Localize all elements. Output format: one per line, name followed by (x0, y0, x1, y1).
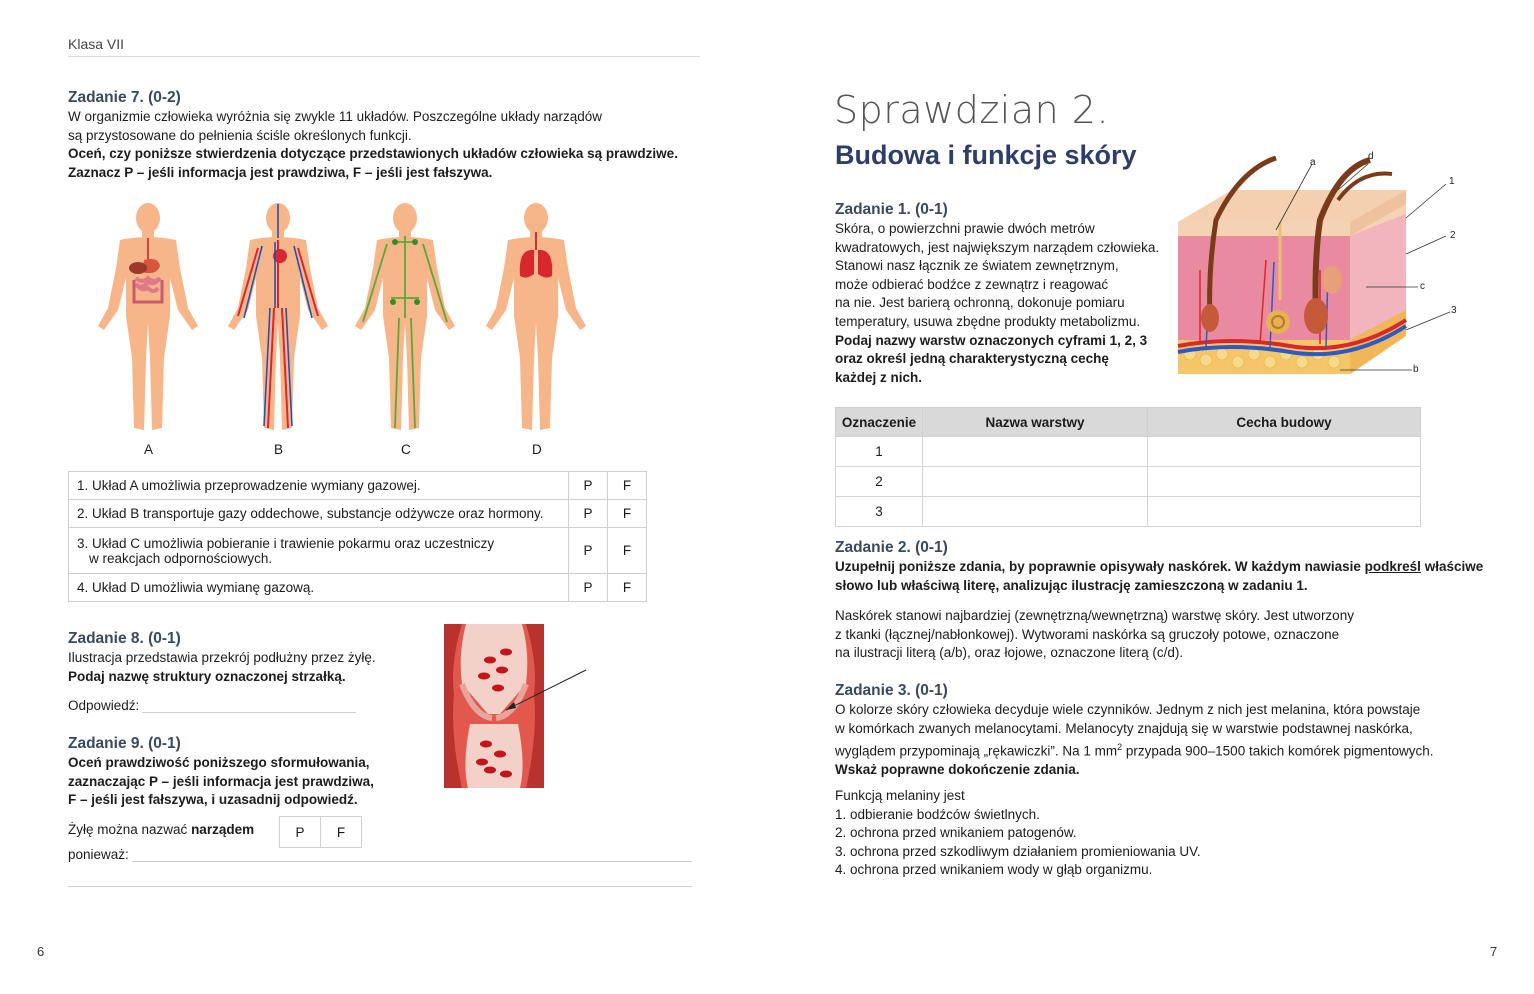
col-header: Nazwa warstwy (923, 408, 1148, 437)
answer-cell[interactable] (1148, 497, 1421, 527)
answer-cell[interactable] (923, 437, 1148, 467)
statement: 1. Układ A umożliwia przeprowadzenie wymiany gazowej. (69, 472, 569, 500)
task9-title: Zadanie 9. (0-1) (68, 735, 181, 752)
figure-c-lymphatic (355, 203, 455, 430)
task3-line1: O kolorze skóry człowieka decyduje wiele czynników. Jednym z nich jest melanina, która powstaje (835, 702, 1421, 717)
task1-line: kwadratowych, jest największym narządem człowieka. (835, 239, 1160, 255)
body-systems-figure (90, 198, 610, 438)
answer-cell[interactable] (923, 497, 1148, 527)
line-text: przypada 900–1500 takich komórek pigmentowych. (1122, 743, 1434, 759)
task7-instr2: Zaznacz P – jeśli informacja jest prawdziwa, F – jeśli jest fałszywa. (68, 164, 493, 180)
task2-instructions (835, 558, 1495, 595)
task1-line: Skóra, o powierzchni prawie dwóch metrów (835, 221, 1095, 236)
table-row (836, 437, 1421, 467)
header-divider (68, 56, 700, 57)
true-option[interactable]: P (569, 574, 608, 602)
table-row (69, 574, 647, 602)
task3-line3 (835, 738, 1515, 761)
statement: 4. Układ D umożliwia wymianę gazową. (69, 574, 569, 602)
false-option[interactable]: F (608, 528, 647, 574)
false-option[interactable]: F (608, 574, 647, 602)
task3-stem: Funkcją melaniny jest (835, 788, 965, 803)
task3-line2: w komórkach zwanych melanocytami. Melanocyty znajdują się w warstwie podstawnej naskórka, (835, 720, 1413, 736)
answer-cell[interactable] (1148, 467, 1421, 497)
task9-statement (68, 822, 254, 837)
task7-table (68, 471, 647, 602)
table-row (836, 497, 1421, 527)
task9-instr2: zaznaczając P – jeśli informacja jest prawdziwa, (68, 773, 374, 789)
page-header: Klasa VII (68, 36, 125, 52)
false-option[interactable]: F (321, 817, 362, 848)
figure-d-respiratory (486, 203, 586, 430)
task1-line: może odbierać bodźce z zewnątrz i reagować (835, 276, 1109, 292)
because-label: ponieważ: (68, 847, 129, 862)
task7-line2: są przystosowane do pełnienia ściśle określonych funkcji. (68, 127, 412, 143)
task8-text (68, 649, 376, 686)
task1-line: na nie. Jest barierą ochronną, dokonuje pomiaru (835, 295, 1125, 311)
statement (69, 528, 569, 574)
figure-label-c: C (401, 442, 411, 457)
figure-a-digestive (98, 203, 198, 430)
task9-instructions (68, 754, 374, 810)
table-row (69, 500, 647, 528)
table-row (69, 528, 647, 574)
task1-table (835, 407, 1421, 527)
diagram-label-1: 1 (1449, 176, 1455, 187)
task7-text (68, 108, 708, 182)
line-text: wyglądem przypominają „rękawiczki”. Na 1 mm (835, 743, 1118, 759)
instr-text: właściwe (1420, 559, 1484, 574)
because-line-2[interactable] (68, 886, 692, 887)
diagram-label-a: a (1310, 157, 1316, 168)
true-option[interactable]: P (569, 500, 608, 528)
figure-b-circulatory (228, 203, 328, 430)
task7-title: Zadanie 7. (0-2) (68, 89, 181, 106)
option-4[interactable]: 4. ochrona przed wnikaniem wody w głąb organizmu. (835, 862, 1153, 878)
false-option[interactable]: F (608, 472, 647, 500)
task1-instr: oraz określ jedną charakterystyczną cechę (835, 351, 1109, 367)
row-label: 2 (836, 467, 923, 497)
row-label: 3 (836, 497, 923, 527)
option-3[interactable]: 3. ochrona przed szkodliwym działaniem promieniowania UV. (835, 843, 1201, 859)
task2-instr2: słowo lub właściwą literę, analizując ilustrację zamieszczoną w zadaniu 1. (835, 577, 1308, 593)
task1-line: Stanowi nasz łącznik ze światem zewnętrznym, (835, 258, 1119, 274)
task9-instr1: Oceń prawdziwość poniższego sformułowania, (68, 755, 370, 770)
col-header: Cecha budowy (1148, 408, 1421, 437)
task3-instr: Wskaż poprawne dokończenie zdania. (835, 762, 1080, 778)
task8-title: Zadanie 8. (0-1) (68, 630, 181, 647)
because-line[interactable] (132, 861, 692, 862)
skin-diagram (1170, 150, 1470, 382)
task2-line: Naskórek stanowi najbardziej (zewnętrzną/wewnętrzną) warstwę skóry. Jest utworzony (835, 608, 1354, 623)
true-option[interactable]: P (280, 817, 321, 848)
task8-instr: Podaj nazwę struktury oznaczonej strzałką. (68, 668, 346, 684)
task8-line1: Ilustracja przedstawia przekrój podłużny przez żyłę. (68, 650, 376, 665)
task2-line: z tkanki (łącznej/nabłonkowej). Wytworami naskórka są gruczoły potowe, oznaczone (835, 626, 1340, 642)
answer-cell[interactable] (1148, 437, 1421, 467)
task3-options (835, 787, 1201, 880)
row-label: 1 (836, 437, 923, 467)
vein-illustration (440, 624, 590, 788)
diagram-label-c: c (1420, 281, 1425, 292)
task2-text (835, 607, 1354, 663)
diagram-label-2: 2 (1450, 230, 1456, 241)
task2-instr1 (835, 558, 1495, 577)
task3-text (835, 701, 1515, 780)
true-option[interactable]: P (569, 528, 608, 574)
superscript: 2 (1117, 742, 1123, 753)
task1-instr: każdej z nich. (835, 369, 923, 385)
option-1[interactable]: 1. odbieranie bodźców świetlnych. (835, 806, 1040, 822)
task9-instr3: F – jeśli jest fałszywa, i uzasadnij odpowiedź. (68, 792, 358, 808)
table-row (836, 467, 1421, 497)
statement-line2: w reakcjach odpornościowych. (89, 550, 273, 566)
diagram-label-3: 3 (1451, 305, 1457, 316)
figure-label-b: B (274, 442, 284, 457)
statement-prefix: Żyłę można nazwać (68, 822, 192, 837)
col-header: Oznaczenie (836, 408, 923, 437)
task1-title: Zadanie 1. (0-1) (835, 201, 948, 218)
true-option[interactable]: P (569, 472, 608, 500)
task3-title: Zadanie 3. (0-1) (835, 682, 948, 699)
task2-line: na ilustracji literą (a/b), oraz łojowe, oznaczone literą (c/d). (835, 645, 1184, 661)
diagram-label-b: b (1413, 364, 1419, 375)
answer-line[interactable] (142, 712, 356, 713)
instr-underlined: podkreśl (1364, 559, 1421, 574)
table-row (69, 472, 647, 500)
instr-text: Uzupełnij poniższe zdania, by poprawnie opisywały naskórek. W każdym nawiasie (835, 559, 1365, 574)
task7-instr1: Oceń, czy poniższe stwierdzenia dotyczące przedstawionych układów człowieka są prawdziwe. (68, 146, 678, 162)
statement-bold: narządem (191, 822, 255, 837)
task1-instr: Podaj nazwy warstw oznaczonych cyframi 1, 2, 3 (835, 332, 1148, 348)
task2-title: Zadanie 2. (0-1) (835, 539, 948, 556)
task7-line1: W organizmie człowieka wyróżnia się zwykle 11 układów. Poszczególne układy narządów (68, 109, 602, 124)
page-number-right: 7 (1490, 944, 1498, 959)
false-option[interactable]: F (608, 500, 647, 528)
diagram-label-d: d (1368, 151, 1374, 162)
test-title: Sprawdzian 2. (834, 88, 1110, 132)
test-subtitle: Budowa i funkcje skóry (835, 140, 1137, 170)
statement-line1: 3. Układ C umożliwia pobieranie i trawienie pokarmu oraz uczestniczy (77, 535, 495, 551)
task1-line: temperatury, usuwa zbędne produkty metabolizmu. (835, 313, 1141, 329)
figure-label-d: D (532, 442, 542, 457)
answer-label: Odpowiedź: (68, 698, 140, 713)
statement: 2. Układ B transportuje gazy oddechowe, substancje odżywcze oraz hormony. (69, 500, 569, 528)
task9-pf-box (279, 816, 362, 848)
page-number-left: 6 (37, 944, 45, 959)
task1-text (835, 220, 1159, 387)
figure-label-a: A (144, 442, 154, 457)
answer-cell[interactable] (923, 467, 1148, 497)
option-2[interactable]: 2. ochrona przed wnikaniem patogenów. (835, 825, 1077, 841)
